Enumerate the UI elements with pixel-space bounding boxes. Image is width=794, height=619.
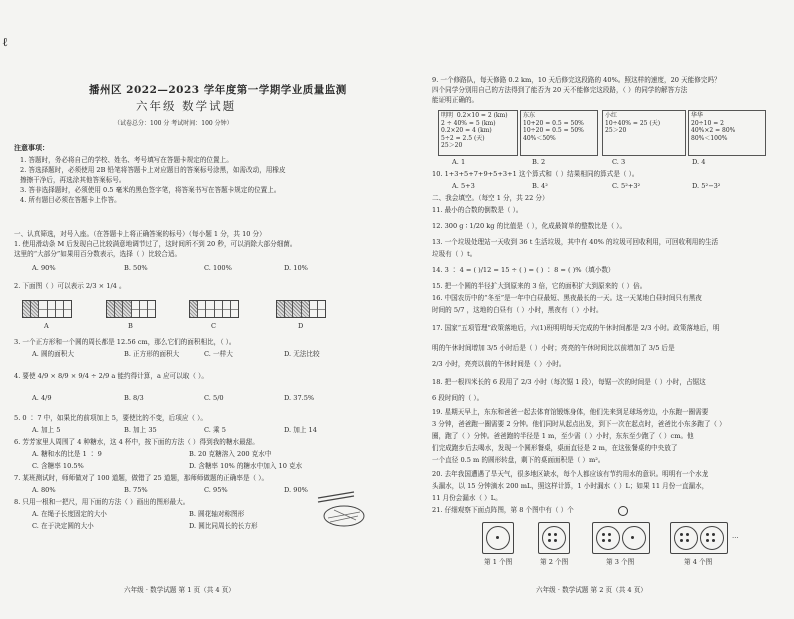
q1-opt-a: A. 90% [32,264,56,272]
q21-ellipsis: … [732,532,739,540]
exam-title: 播州区 2022—2023 学年度第一学期学业质量监测 [89,84,347,96]
q21-figure-1 [482,522,514,554]
q21-label-3: 第 3 个图 [606,558,635,566]
q4-line: 4. 要使 4/9 × 8/9 × 9/4 ÷ 2/9 a 能约得计算，a 应可以取（ ）。 [14,372,208,380]
page-1-footer: 六年级 · 数学试题 第 1 页（共 4 页） [124,586,235,594]
q6-opt-b: B. 20 克糖溶入 200 克水中 [189,450,272,458]
q11-line: 11. 最小的合数的倒数是（ ）。 [432,206,523,214]
q9-opt-b: B. 2 [532,158,546,166]
q16-line-2: 时间的 5/7 ，这地的白昼有（ ）小时，黑夜有（ ）小时。 [432,306,603,314]
q21-label-2: 第 2 个图 [540,558,569,566]
q5-opt-a: A. 加上 5 [32,426,61,434]
q4-opt-a: A. 4/9 [32,394,52,402]
q2-figure-a [22,300,72,318]
section-2-heading: 二、我会填空。（每空 1 分，共 22 分） [432,194,549,202]
q6-opt-c: C. 含糖率 10.5% [32,462,84,470]
q1-opt-c: C. 100% [204,264,232,272]
notes-heading: 注意事项： [14,143,49,152]
q3-opt-c: C. 一样大 [204,350,233,358]
q12-line: 12. 300 g ∶ 1/20 kg 的比值是（ ），化成最简单的整数比是（ ）。 [432,222,627,230]
q7-line: 7. 某班测试时，师师做对了 100 道题，做错了 25 道题，那师师做题的正确率是（ ）。 [14,474,269,482]
q2-label-b: B [128,322,133,330]
q2-figure-b [106,300,156,318]
exam-subtitle: 六年级 数学试题 [136,99,237,113]
q8-line: 8. 只用一根和一把尺，用下面的方法（ ）画出的图形最大。 [14,498,190,506]
q21-figure-3 [592,522,650,554]
q8-illustration [314,490,370,530]
q9-line-3: 能证明正确的。 [432,96,479,104]
q15-line: 15. 把一个圆的半径扩大到原来的 3 倍，它的面积扩大到原来的（ ）倍。 [432,282,647,290]
q10-line: 10. 1+3+5+7+9+5+3+1 这个算式和（ ）结果相同的算式是（ ）。 [432,170,639,178]
q20-line-1: 20. 去年我国遭遇了旱天气，很多地区缺水，每个人都应该有节约用水的意识。明明有一个水龙 [432,470,709,478]
q9-opt-d: D. 4 [692,158,706,166]
q4-opt-d: D. 37.5% [284,394,315,402]
q21-label-4: 第 4 个图 [684,558,713,566]
q20-line-3: 11 月份会漏水（ ）L。 [432,494,502,502]
q16-line-1: 16. 中国农历中的“冬至”是一年中白昼最短、黑夜最长的一天。这一天某地白昼时间只有黑夜 [432,294,702,302]
page-2-footer: 六年级 · 数学试题 第 2 页（共 4 页） [536,586,647,594]
q2-figure-d [276,300,326,318]
q17-line-2: 明的午休时间增加 3/5 小时后是（ ）小时；亮亮的午休时间比以前增加了 3/5 后是 [432,344,675,352]
q19-line-5: 一个直径 0.5 m 的圆形转盘，剩下的桌面面积是（ ）m²。 [432,456,605,464]
q1-line-1: 1. 使用滑动条 M 后发现自己比较满意地调节过了，这时间所不到 20 秒，可以消除大部分细菌。 [14,240,297,248]
q18-line-2: 6 段时间的（ ）。 [432,394,484,402]
section-1-heading: 一、认真筛选，对号入座。（在答题卡上将正确答案的标号）（每小题 1 分，共 10 分） [14,230,266,238]
q1-opt-d: D. 10% [284,264,308,272]
q19-line-3: 圈，跑了（ ）分钟。爸爸跑的半径是 1 m，至少需（ ）小时，东东至少跑了（ ）cm。他 [432,432,694,440]
exam-meta: （试卷总分：100 分 考试时间：100 分钟） [114,120,233,127]
margin-mark: ℓ [2,35,8,49]
q19-line-2: 3 分钟，爸爸跑一圈需要 2 分钟。他们同时从起点出发，到下一次在起点时，爸爸比小东多跑了（ ） [432,420,726,428]
q8-opt-c: C. 在于决定圆的大小 [32,522,94,530]
q21-line: 21. 仔细观察下面点阵图，第 8 个图中有（ ）个 [432,506,574,514]
note-4: 4. 所有题目必须在答题卡上作答。 [20,196,121,204]
q6-opt-d: D. 含糖率 10% 的糖水中加入 10 克水 [189,462,303,470]
q14-line: 14. 3 ∶ 4 = ( )/12 = 15 ÷ ( ) = ( ) ∶ 8 = ( )%（填小数） [432,266,615,274]
q9-line-2: 四个同学分别用自己的方法得到了能否为 20 天不能修完这段路，（ ）的同学的解答方法 [432,86,688,94]
q19-line-4: 们完成跑步后去喝水，发现一个圆形餐桌，桌面直径是 2 m，在这张餐桌的中央放了 [432,444,678,452]
q7-opt-b: B. 75% [124,486,148,494]
q3-opt-a: A. 圆的面积大 [32,350,74,358]
q18-line-1: 18. 把一根四米长的 6 段用了 2/3 小时（每次锯 1 段），每锯一次的时间是（ ）小时，占锯这 [432,378,706,386]
q1-opt-b: B. 50% [124,264,148,272]
q5-opt-b: B. 加上 35 [124,426,157,434]
q4-opt-c: C. 5/0 [204,394,224,402]
q17-line-1: 17. 国家“五项管理”政策落地后，六(1)班明明每天完成的午休时间都是 2/3 小时。政策落地后，明 [432,324,720,332]
q6-line: 6. 芳芳家里人周围了 4 种糖水，这 4 杯中，按下面的方法（ ）得到我的糖水最甜。 [14,438,259,446]
q19-line-1: 19. 星期天早上，东东和爸爸一起去体育馆锻炼身体，他们先来到足球场旁边，小东跑一圈需要 [432,408,709,416]
note-2: 2. 答选择题时，必须使用 2B 铅笔将答题卡上对应题目的答案标号涂黑，如需改动，用橡皮 [20,166,286,174]
q4-opt-b: B. 8/3 [124,394,144,402]
q10-opt-a: A. 5+3 [452,182,475,190]
q21-figure-2 [538,522,570,554]
q3-line: 3. 一个正方形和一个圆的周长都是 12.56 cm，那么它们的面积相比，（ ）。 [14,338,236,346]
q2-label-d: D [298,322,304,330]
q8-opt-d: D. 圆比同周长的长方形 [189,522,258,530]
q9-line-1: 9. 一个修路队，每天修路 0.2 km，10 天后修完这段路的 40%。照这样的速度，20 天能修完吗？ [432,76,721,84]
q10-opt-d: D. 5²−3² [692,182,721,190]
q10-opt-c: C. 5²+3² [612,182,641,190]
q5-line: 5. 0 ∶ 7 中，如果比的前项加上 5，要使比的不变，后项应（ ）。 [14,414,207,422]
q5-opt-d: D. 加上 14 [284,426,317,434]
q21-figure-4 [670,522,728,554]
note-1: 1. 答题时，务必将自己的学校、姓名、考号填写在答题卡规定的位置上。 [20,156,233,164]
q3-opt-d: D. 无法比较 [284,350,320,358]
q17-line-3: 2/3 小时，亮亮以前的午休时间是（ ）小时。 [432,360,566,368]
q9-box-xiaohong: 小红 10÷40% = 25 (天) 25＞20 [602,110,686,156]
q7-opt-d: D. 90% [284,486,308,494]
q2-label-c: C [211,322,217,330]
q9-opt-c: C. 3 [612,158,626,166]
q8-opt-a: A. 在绳子长度固定的大小 [32,510,107,518]
q9-opt-a: A. 1 [452,158,466,166]
page-2 [432,60,788,615]
page-1 [14,60,374,615]
q9-box-huahua: 华华 20÷10 = 2 40%×2 = 80% 80%＜100% [688,110,766,156]
q5-opt-c: C. 乘 5 [204,426,226,434]
q13-line-1: 13. 一个垃圾处理站一天收到 36 t 生活垃圾，其中有 40% 的垃圾可回收利用，可回收利用的生活 [432,238,719,246]
q2-line: 2. 下面图（ ）可以表示 2/3 × 1/4 。 [14,282,126,290]
q21-label-1: 第 1 个图 [484,558,513,566]
q6-opt-a: A. 糖和水的比是 1 ∶ 9 [32,450,102,458]
q8-opt-b: B. 圆花轴对称图形 [189,510,245,518]
q20-line-2: 头漏水，以 15 分钟滴水 200 mL，照这样计算，1 小时漏水（ ）L；如果 11 月份一直漏水， [432,482,709,490]
q10-opt-b: B. 4² [532,182,548,190]
q13-line-2: 垃圾有（ ）t。 [432,250,477,258]
note-2b: 擦擦干净后，再选涂其他答案标号。 [20,176,126,184]
q7-opt-a: A. 80% [32,486,56,494]
q9-box-mingming: 明明 0.2×10 = 2 (km) 2 ÷ 40% = 5 (km) 0.2×20 = 4 (km) 5÷2 = 2.5 (天) 25＞20 [438,110,518,156]
q1-line-2: 这里的“大部分”如果用百分数表示，选择（ ）比较合适。 [14,250,182,258]
q9-box-dongdong: 东东 10+20 = 0.5 = 50% 10÷20 = 0.5 = 50% 40%＜50% [520,110,598,156]
note-3: 3. 答非选择题时，必须使用 0.5 毫米的黑色签字笔，将答案书写在答题卡规定的位置上。 [20,186,281,194]
q21-dot-icon [618,506,628,516]
q2-label-a: A [44,322,49,330]
q2-figure-c [189,300,239,318]
q7-opt-c: C. 95% [204,486,228,494]
q3-opt-b: B. 正方形的面积大 [124,350,180,358]
